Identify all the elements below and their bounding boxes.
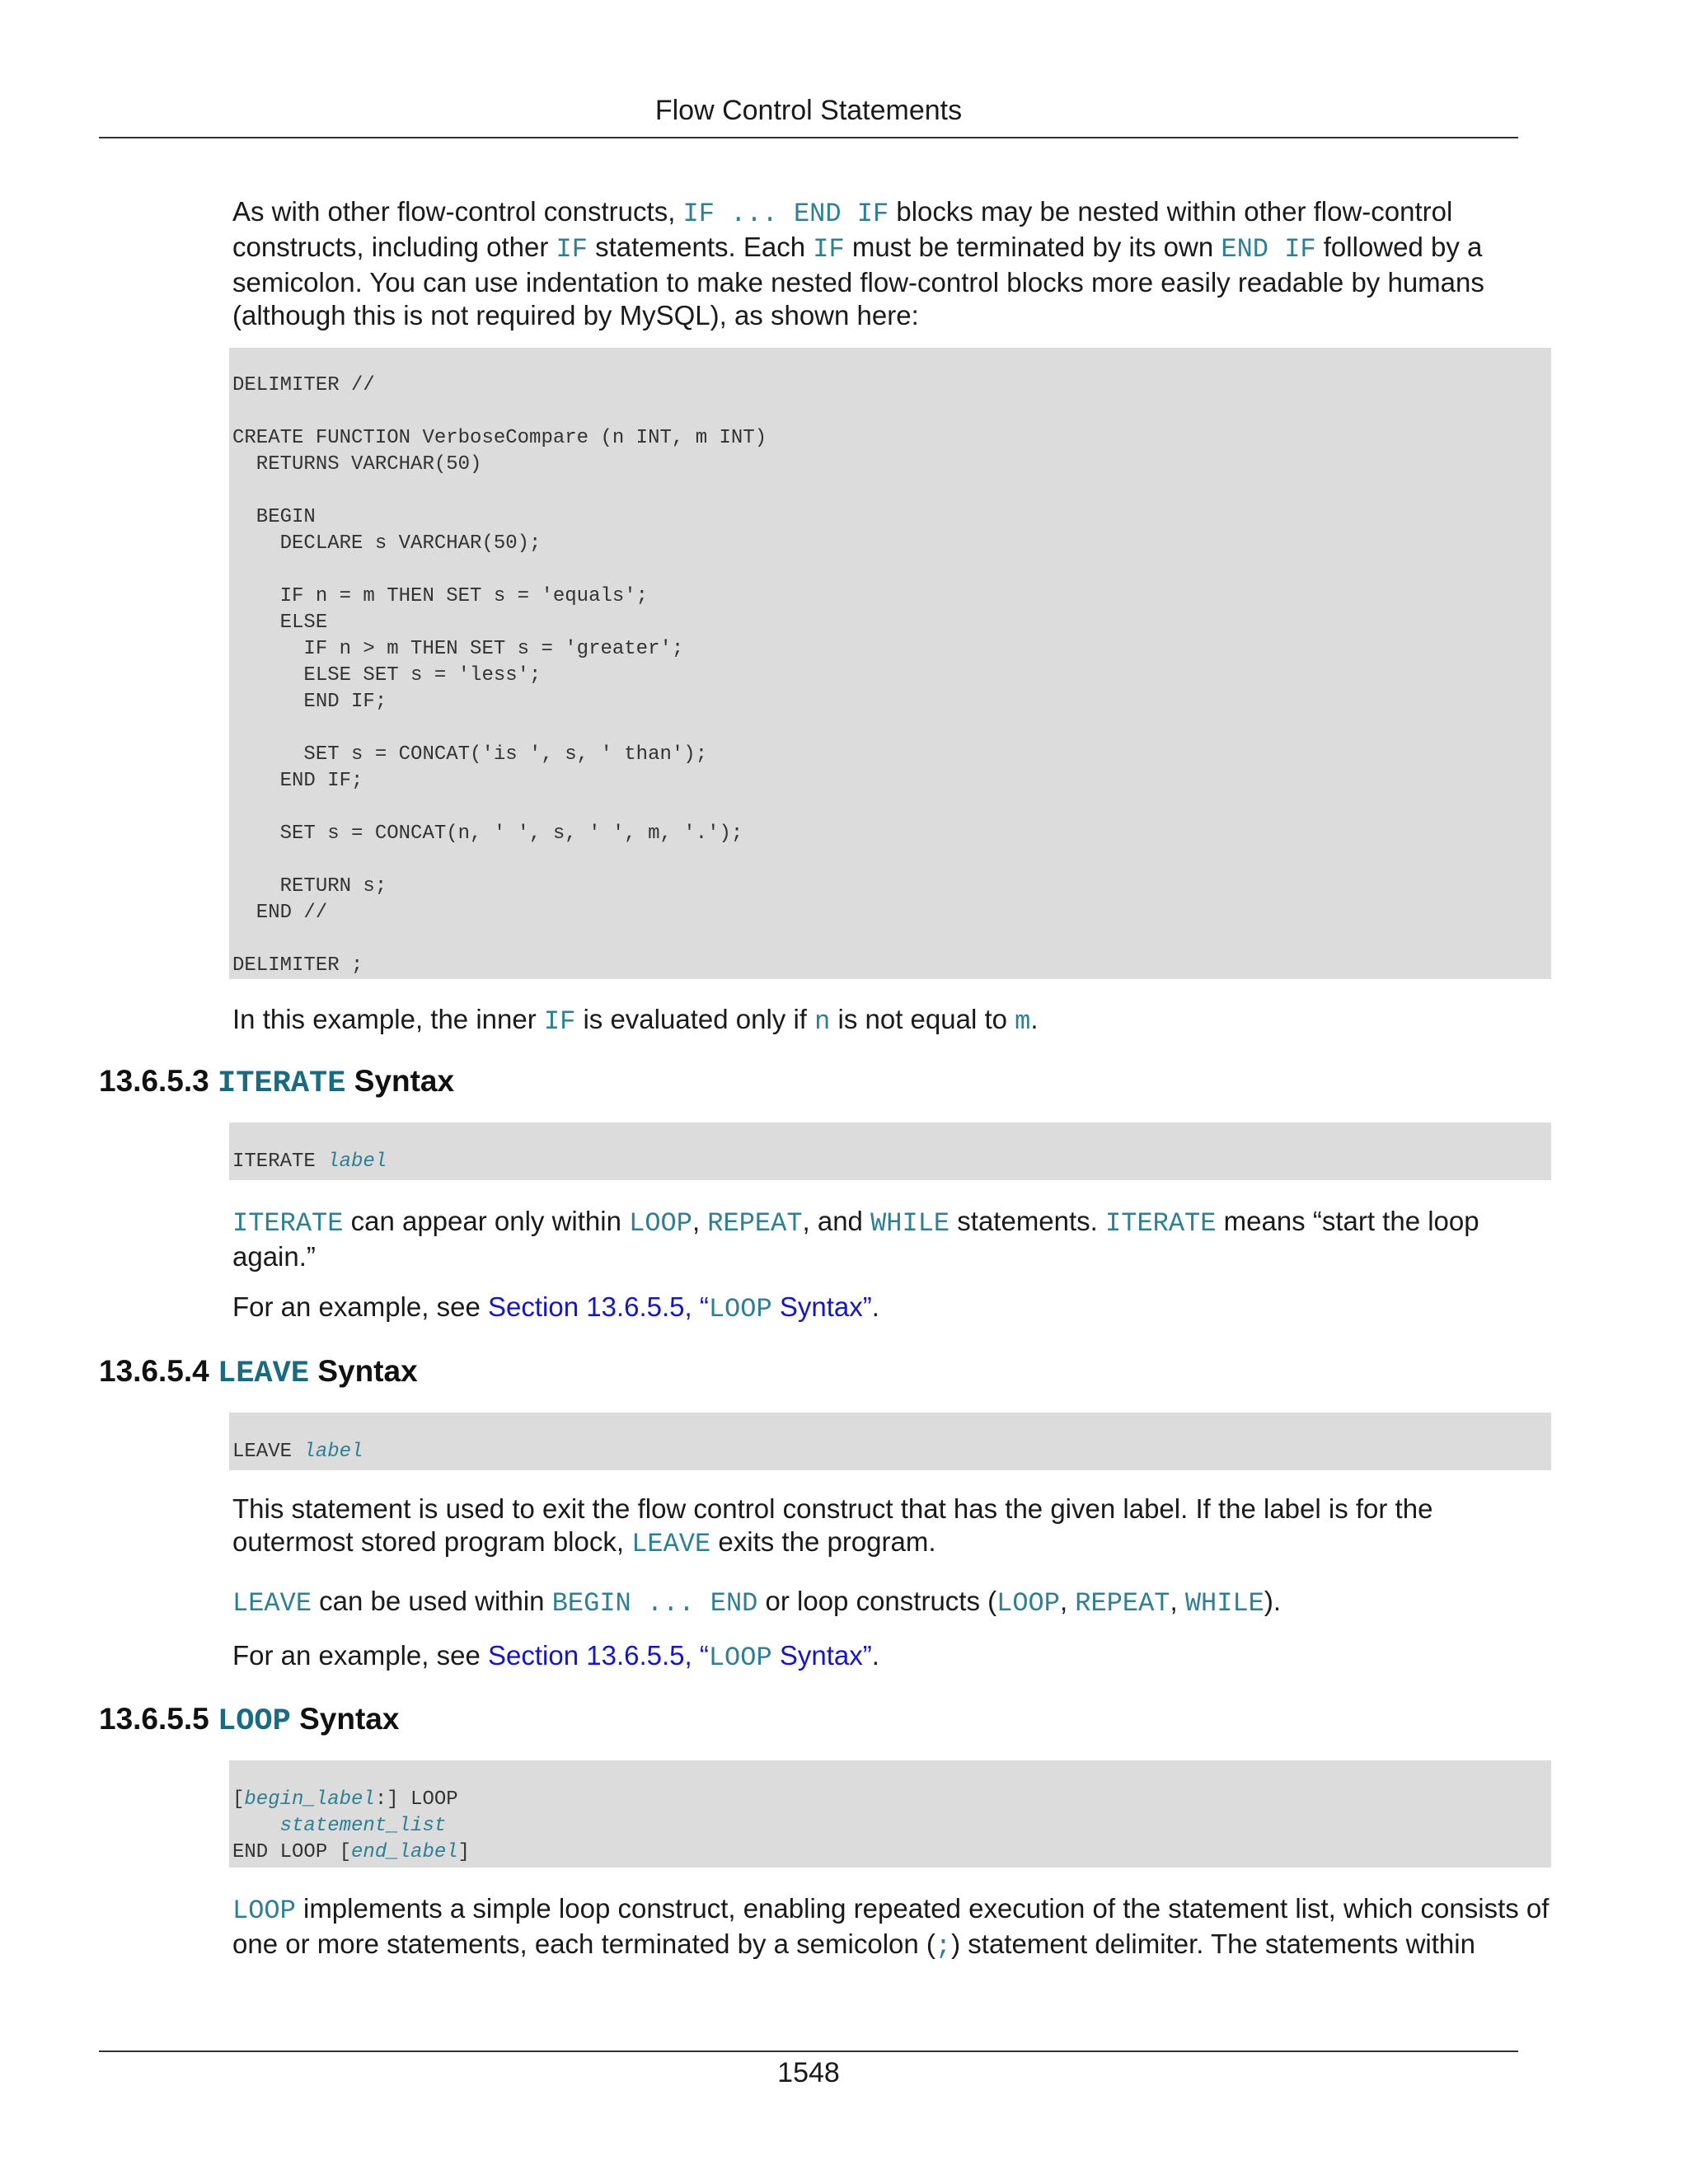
heading-text: Syntax xyxy=(345,1064,455,1098)
text: is not equal to xyxy=(830,1004,1015,1034)
inline-code: BEGIN ... END xyxy=(551,1588,758,1619)
inline-code: REPEAT xyxy=(707,1208,803,1239)
heading-text: Syntax xyxy=(290,1702,400,1736)
text: ). xyxy=(1264,1586,1282,1616)
inline-code: ; xyxy=(935,1931,952,1961)
page-number: 1548 xyxy=(777,2057,840,2088)
inline-code: m xyxy=(1015,1006,1031,1037)
inline-code: LOOP xyxy=(996,1588,1060,1619)
text: This statement is used to exit the flow control construct that has the given label. If the label is for the outermost stored program block, xyxy=(232,1493,1433,1557)
inline-code: LOOP xyxy=(232,1896,296,1926)
inline-code: ITERATE xyxy=(232,1208,344,1239)
syntax-block-loop xyxy=(229,1760,1551,1868)
text: As with other flow-control constructs, xyxy=(232,196,683,227)
inline-code: IF xyxy=(813,234,845,265)
intro-paragraph xyxy=(232,195,1551,332)
link-code: LOOP xyxy=(708,1643,772,1673)
text: For an example, see xyxy=(232,1640,488,1671)
text: blocks may be nested within other flow-control constructs, including other xyxy=(232,196,1453,262)
text: is evaluated only if xyxy=(575,1004,815,1034)
text: can be used within xyxy=(312,1586,552,1616)
code-block-verbose-compare: DELIMITER // CREATE FUNCTION VerboseCompare (n INT, m INT) RETURNS VARCHAR(50) BEGIN DECLARE s VARCHAR(50); IF n = m THEN SET s = 'equals'; ELSE IF n > m THEN SET s = 'greater'; ELSE SET s = 'less'; END IF; SET s = CONCAT('is ', s, ' than'); END IF; SET s = CONCAT(n, ' ', s, ' ', m, '.'); RETURN s; END // DELIMITER ; xyxy=(229,348,1551,979)
link-code: LOOP xyxy=(708,1294,772,1324)
text: means “start the loop again.” xyxy=(232,1206,1479,1272)
link-text: Syntax” xyxy=(771,1291,872,1322)
text: , xyxy=(1059,1586,1076,1616)
inline-code: IF xyxy=(556,234,588,265)
text: , xyxy=(1170,1586,1185,1616)
inline-code: WHILE xyxy=(870,1208,950,1239)
heading-number: 13.6.5.4 xyxy=(99,1354,218,1388)
syntax-bracket: [ xyxy=(232,1788,245,1811)
section-heading-leave xyxy=(99,1353,418,1392)
syntax-keyword: END LOOP [ xyxy=(232,1841,352,1863)
syntax-bracket: ] xyxy=(457,1841,471,1863)
syntax-keyword: LEAVE xyxy=(232,1441,304,1463)
iterate-example-paragraph xyxy=(232,1291,1551,1326)
heading-code: ITERATE xyxy=(218,1066,346,1101)
syntax-keyword: :] LOOP xyxy=(374,1788,458,1811)
inline-code: END IF xyxy=(1221,234,1316,265)
syntax-placeholder: label xyxy=(327,1151,387,1173)
text: . xyxy=(871,1640,879,1671)
leave-usage-paragraph xyxy=(232,1585,1551,1620)
inline-code: WHILE xyxy=(1184,1588,1264,1619)
inline-code: n xyxy=(814,1006,831,1037)
inner-if-paragraph xyxy=(232,1003,1551,1038)
section-link-loop-syntax[interactable] xyxy=(488,1291,872,1322)
text: For an example, see xyxy=(232,1291,488,1322)
link-text: Section 13.6.5.5, “ xyxy=(488,1291,709,1322)
text: , xyxy=(692,1206,708,1236)
footer-rule xyxy=(99,2050,1518,2052)
text: , and xyxy=(802,1206,871,1236)
heading-code: LOOP xyxy=(218,1704,291,1739)
inline-code: LOOP xyxy=(629,1208,692,1239)
link-text: Section 13.6.5.5, “ xyxy=(488,1640,709,1671)
inline-code: ITERATE xyxy=(1105,1208,1217,1239)
inline-code: LEAVE xyxy=(631,1529,711,1559)
leave-description xyxy=(232,1493,1551,1561)
inline-code: REPEAT xyxy=(1075,1588,1170,1619)
heading-number: 13.6.5.3 xyxy=(99,1064,218,1098)
syntax-block-leave xyxy=(229,1413,1551,1470)
link-text: Syntax” xyxy=(771,1640,872,1671)
syntax-block-iterate xyxy=(229,1122,1551,1180)
page-header: Flow Control Statements xyxy=(654,95,963,126)
syntax-placeholder: begin_label xyxy=(244,1788,375,1811)
syntax-placeholder: end_label xyxy=(351,1841,458,1863)
heading-text: Syntax xyxy=(309,1354,418,1388)
text: ) statement delimiter. The statements within xyxy=(951,1929,1475,1959)
syntax-indent xyxy=(232,1815,280,1837)
text: can appear only within xyxy=(343,1206,630,1236)
text: statements. Each xyxy=(587,232,814,262)
syntax-placeholder: statement_list xyxy=(279,1815,447,1837)
inline-code: IF xyxy=(543,1006,576,1037)
text: followed by a semicolon. You can use indentation to make nested flow-control blocks more easily readable by humans (although this is not required by MySQL), as shown here: xyxy=(232,232,1484,330)
text: In this example, the inner xyxy=(232,1004,544,1034)
header-rule xyxy=(99,137,1518,138)
text: implements a simple loop construct, enabling repeated execution of the statement list, which consists of one or more statements, each terminated by a semicolon ( xyxy=(232,1893,1550,1959)
syntax-placeholder: label xyxy=(303,1441,363,1463)
text: . xyxy=(1030,1004,1039,1034)
text: must be terminated by its own xyxy=(844,232,1221,262)
text: exits the program. xyxy=(710,1526,936,1557)
heading-code: LEAVE xyxy=(218,1357,310,1391)
iterate-description xyxy=(232,1205,1551,1273)
text: statements. xyxy=(950,1206,1106,1236)
heading-number: 13.6.5.5 xyxy=(99,1702,218,1736)
loop-description xyxy=(232,1892,1551,1963)
syntax-keyword: ITERATE xyxy=(232,1151,328,1173)
text: . xyxy=(871,1291,879,1322)
leave-example-paragraph xyxy=(232,1639,1551,1675)
inline-code: IF ... END IF xyxy=(682,199,889,229)
section-link-loop-syntax[interactable] xyxy=(488,1640,872,1671)
inline-code: LEAVE xyxy=(232,1588,312,1619)
section-heading-iterate xyxy=(99,1063,454,1102)
text: or loop constructs ( xyxy=(757,1586,997,1616)
section-heading-loop xyxy=(99,1701,399,1740)
